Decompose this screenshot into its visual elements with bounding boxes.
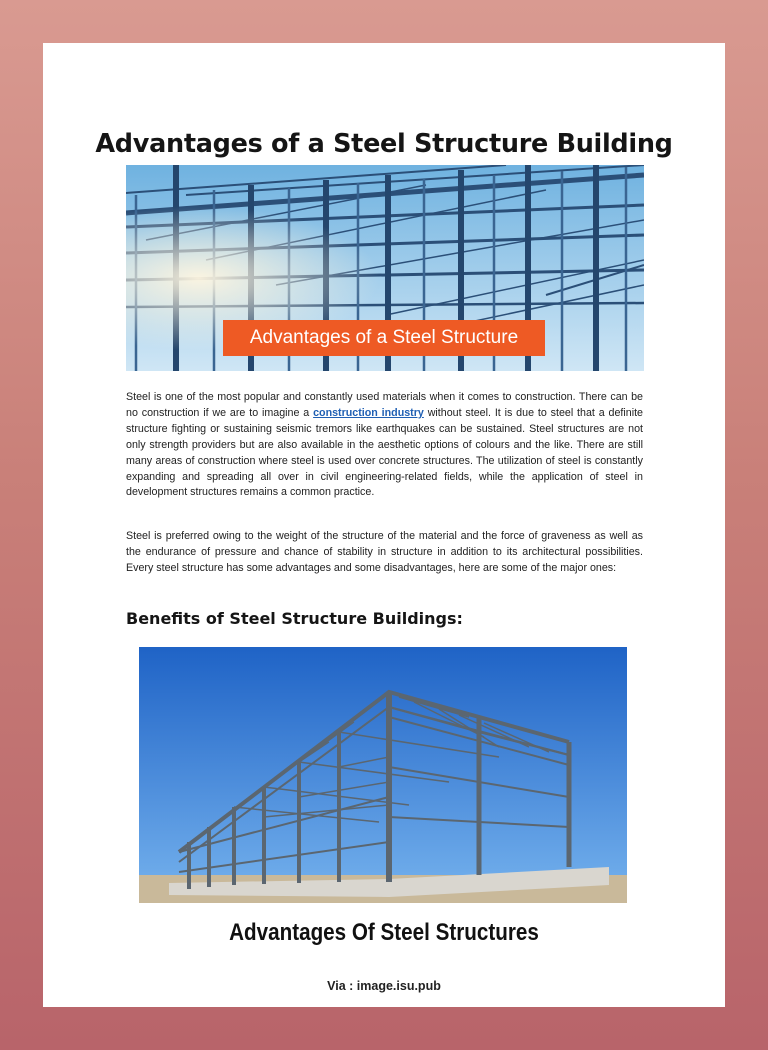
second-paragraph: Steel is preferred owing to the weight of the structure of the material and the force of graveness as well as the endurance of pressure and chance of stability in structure in addition to its architectural possibilities. Every steel structure has some advantages and some disadvantages, here are some of the major ones: <box>126 530 643 574</box>
construction-industry-link[interactable]: construction industry <box>313 406 424 419</box>
intro-paragraph <box>126 390 643 501</box>
hero-banner: Advantages of a Steel Structure <box>223 320 545 356</box>
image-source: Via : image.isu.pub <box>327 979 441 993</box>
steel-building-photo <box>139 647 627 903</box>
benefits-heading: Benefits of Steel Structure Buildings: <box>126 609 463 628</box>
image-caption: Advantages Of Steel Structures <box>229 919 539 946</box>
steel-warehouse-frame-illustration <box>139 647 627 903</box>
document-title: Advantages of a Steel Structure Building <box>95 129 673 159</box>
intro-text-before-link: Steel is one of the most popular and constantly used materials when it comes to construction. There can be no construction if we are to imagine a <box>126 391 643 419</box>
document-card <box>43 43 725 1007</box>
hero-image <box>126 165 644 371</box>
intro-text-after-link: without steel. It is due to steel that a definite structure fighting or sustaining seismic tremors like earthquakes can be sustained. Steel structures are not only strength providers but are also available in the aesthetic options of colours and the like. There are still many areas of construction where steel is used over concrete structures. The utilization of steel is constantly expanding and spreading all over in civil engineering-related fields, while the application of steel in development structures remains a common practice. <box>126 406 644 499</box>
